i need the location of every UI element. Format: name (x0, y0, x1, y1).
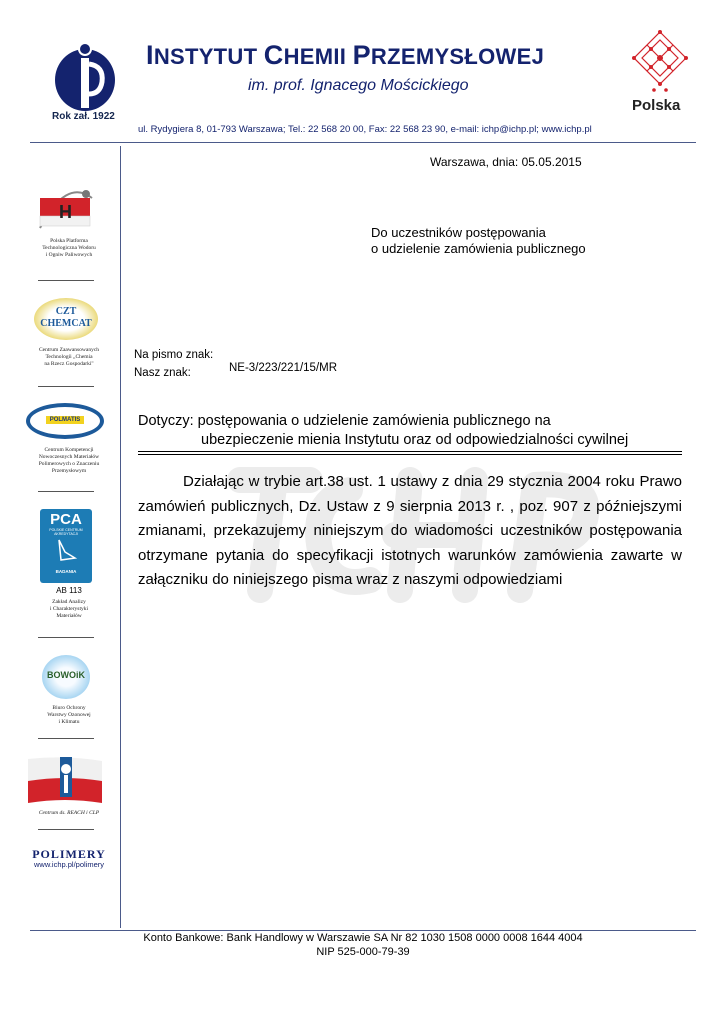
founded-year: Rok zał. 1922 (52, 111, 115, 122)
chemcat-logo: CZT CHEMCAT (34, 298, 98, 340)
polmatis-caption: Centrum Kompetencji Nowoczesnych Materiałów Polimerowych o Znaczeniu Przemysłowym (38, 447, 100, 474)
bowoik-logo: BOWOiK (42, 655, 90, 699)
chemcat-caption: Centrum Zaawansowanych Technologii „Chemia na Rzecz Gospodarki" (38, 347, 100, 367)
sidebar-separator (38, 280, 94, 281)
sidebar-divider (120, 146, 121, 928)
sidebar-separator (38, 491, 94, 492)
header-divider (30, 142, 696, 143)
subject-block: Dotyczy: postępowania o udzielenie zamówienia publicznego na ubezpieczenie mienia Instytutu oraz od odpowiedzialności cywilnej (138, 413, 629, 448)
bank-account: Konto Bankowe: Bank Handlowy w Warszawie SA Nr 82 1030 1508 0000 0008 1644 4004 (143, 932, 583, 944)
pca-number: AB 113 (56, 586, 82, 595)
institute-address: ul. Rydygiera 8, 01-793 Warszawa; Tel.: 22 568 20 00, Fax: 22 568 23 90, e-mail: ichp@ichp.pl; www.ichp.pl (138, 124, 592, 135)
polska-brand-icon (632, 30, 688, 94)
pca-accreditation-logo: PCA POLSKIE CENTRUM AKREDYTACJI BADANIA (40, 509, 92, 583)
subject-underline (138, 451, 682, 452)
bowoik-caption: Biuro Ochrony Warstwy Ozonowej i Klimatu (47, 705, 91, 725)
polmatis-logo: POLMATIS (26, 403, 104, 439)
our-ref-label: Nasz znak: (134, 367, 191, 379)
hydrogen-platform-logo-icon (36, 188, 96, 234)
institute-name: INSTYTUT CHEMII PRZEMYSŁOWEJ (146, 40, 545, 70)
subject-underline (138, 454, 682, 455)
polska-label: Polska (632, 97, 681, 114)
polimery-logo: POLIMERY (32, 847, 106, 861)
letter-body: Działając w trybie art.38 ust. 1 ustawy z dnia 29 stycznia 2004 roku Prawo zamówień publicznych, Dz. Ustaw z 9 sierpnia 2013 r. , poz. 907 z późniejszymi zmianami, przekazujemy niniejszym do wiadomości uczestników postępowania otrzymane pytania do specyfikacji istotnych warunków zamówienia zawarte w załączniku do niniejszego pisma wraz z naszymi odpowiedziami (138, 473, 682, 589)
footer (30, 931, 696, 959)
ref-label: Na pismo znak: (134, 349, 214, 361)
flask-icon (51, 536, 81, 564)
our-ref-value: NE-3/223/221/15/MR (229, 362, 338, 374)
recipient-block: Do uczestników postępowania o udzielenie zamówienia publicznego (371, 225, 586, 256)
sidebar-separator (38, 738, 94, 739)
sidebar-separator (38, 829, 94, 830)
polimery-url[interactable]: www.ichp.pl/polimery (33, 860, 105, 869)
reach-clp-caption: Centrum ds. REACH i CLP (38, 810, 100, 816)
sidebar-separator (38, 386, 94, 387)
nip-number: NIP 525-000-79-39 (316, 946, 410, 958)
sidebar-separator (38, 637, 94, 638)
svg-text:H: H (59, 202, 72, 222)
hydrogen-platform-caption: Polska Platforma Technologiczna Wodoru i Ogniw Paliwowych (42, 238, 96, 258)
letter-date: Warszawa, dnia: 05.05.2015 (430, 155, 582, 169)
institute-subtitle: im. prof. Ignacego Mościckiego (248, 77, 469, 94)
ichp-logo-icon (50, 40, 120, 112)
reach-clp-flag-logo-icon (28, 755, 102, 807)
pca-caption: Zakład Analizy i Charakterystyki Materiałów (49, 599, 89, 619)
reference-labels (134, 346, 213, 382)
